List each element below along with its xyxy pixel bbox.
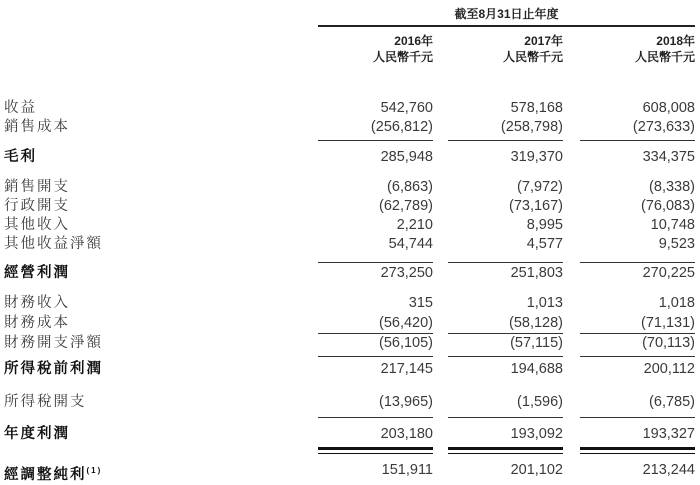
column-header-2017 <box>448 33 563 65</box>
row-label-text: 財務成本 <box>4 315 70 331</box>
row-label <box>4 99 37 118</box>
cell-value: (256,812) <box>370 119 433 135</box>
row-label-text: 銷售成本 <box>4 119 70 135</box>
cell-value: (273,633) <box>632 119 695 135</box>
row-label-text: 經調整純利 <box>4 466 87 483</box>
subtotal-rule <box>448 262 563 263</box>
cell-value: 285,948 <box>380 149 433 165</box>
row-label-text: 銷售開支 <box>4 179 70 195</box>
cell-value: 542,760 <box>380 100 433 116</box>
subtotal-rule <box>448 417 563 418</box>
cell-value: 54,744 <box>388 236 433 252</box>
table-row <box>0 216 700 235</box>
cell-value: (6,863) <box>387 179 433 195</box>
row-label <box>4 360 103 379</box>
table-row <box>0 334 700 353</box>
row-label <box>4 264 70 283</box>
subtotal-rule <box>318 417 433 418</box>
row-label-text: 收益 <box>4 100 37 116</box>
row-label <box>4 148 37 167</box>
cell-value: 273,250 <box>380 265 433 281</box>
cell-value: 201,102 <box>510 462 563 478</box>
column-unit: 人民幣千元 <box>634 50 695 64</box>
table-row <box>0 197 700 216</box>
cell-value: (258,798) <box>500 119 563 135</box>
row-label-text: 其他收入 <box>4 217 70 233</box>
row-label-text: 行政開支 <box>4 198 70 214</box>
row-label <box>4 393 87 412</box>
cell-value: (71,131) <box>640 315 695 331</box>
row-label <box>4 118 70 137</box>
cell-value: (1,596) <box>517 394 563 410</box>
table-row <box>0 178 700 197</box>
table-row <box>0 235 700 254</box>
cell-value: 193,092 <box>510 426 563 442</box>
row-label-text: 毛利 <box>4 149 37 165</box>
column-unit: 人民幣千元 <box>502 50 563 64</box>
subtotal-rule <box>580 333 695 334</box>
column-year: 2018年 <box>656 34 695 48</box>
cell-value: (62,789) <box>378 198 433 214</box>
cell-value: 151,911 <box>381 462 433 478</box>
cell-value: 1,018 <box>658 295 695 311</box>
total-double-rule <box>318 447 433 454</box>
cell-value: (58,128) <box>508 315 563 331</box>
cell-value: 217,145 <box>380 361 433 377</box>
table-row <box>0 264 700 283</box>
cell-value: (73,167) <box>508 198 563 214</box>
column-unit: 人民幣千元 <box>372 50 433 64</box>
cell-value: 194,688 <box>510 361 563 377</box>
table-row <box>0 148 700 167</box>
cell-value: 4,577 <box>526 236 563 252</box>
cell-value: 200,112 <box>643 361 695 377</box>
cell-value: (7,972) <box>517 179 563 195</box>
row-label <box>4 197 70 216</box>
table-row <box>0 393 700 412</box>
column-header-2018 <box>580 33 695 65</box>
cell-value: (6,785) <box>649 394 695 410</box>
column-year: 2016年 <box>394 34 433 48</box>
cell-value: 193,327 <box>642 426 695 442</box>
subtotal-rule <box>448 140 563 141</box>
cell-value: 319,370 <box>510 149 563 165</box>
row-label-text: 經營利潤 <box>4 265 70 281</box>
subtotal-rule <box>580 417 695 418</box>
row-label <box>4 334 103 353</box>
row-label <box>4 235 103 254</box>
column-header-2016 <box>318 33 433 65</box>
subtotal-rule <box>448 333 563 334</box>
cell-value: 315 <box>408 295 433 311</box>
cell-value: 10,748 <box>650 217 695 233</box>
table-row <box>0 314 700 333</box>
cell-value: (13,965) <box>378 394 433 410</box>
column-year: 2017年 <box>524 34 563 48</box>
cell-value: 9,523 <box>658 236 695 252</box>
cell-value: (8,338) <box>649 179 695 195</box>
table-row <box>0 360 700 379</box>
cell-value: (57,115) <box>510 335 563 351</box>
row-label <box>4 425 70 444</box>
cell-value: 8,995 <box>526 217 563 233</box>
cell-value: 213,244 <box>642 462 695 478</box>
header-rule <box>318 25 695 27</box>
table-row <box>0 99 700 118</box>
row-label <box>4 216 70 235</box>
cell-value: (70,113) <box>642 335 695 351</box>
row-label <box>4 461 102 485</box>
subtotal-rule <box>580 140 695 141</box>
table-row <box>0 461 700 483</box>
cell-value: 270,225 <box>642 265 695 281</box>
cell-value: 251,803 <box>510 265 563 281</box>
subtotal-rule <box>318 333 433 334</box>
subtotal-rule <box>580 262 695 263</box>
subtotal-rule <box>448 356 563 357</box>
subtotal-rule <box>318 356 433 357</box>
cell-value: 578,168 <box>510 100 563 116</box>
total-double-rule <box>580 447 695 454</box>
footnote-marker: (1) <box>86 466 103 475</box>
row-label-text: 所得稅開支 <box>4 394 87 410</box>
row-label-text: 財務收入 <box>4 295 70 311</box>
table-row <box>0 425 700 444</box>
cell-value: 334,375 <box>642 149 695 165</box>
row-label-text: 年度利潤 <box>4 426 70 442</box>
cell-value: 2,210 <box>396 217 433 233</box>
subtotal-rule <box>318 262 433 263</box>
cell-value: 203,180 <box>380 426 433 442</box>
row-label <box>4 294 70 313</box>
total-double-rule <box>448 447 563 454</box>
cell-value: (56,420) <box>378 315 433 331</box>
row-label-text: 財務開支淨額 <box>4 335 103 351</box>
subtotal-rule <box>580 356 695 357</box>
subtotal-rule <box>318 140 433 141</box>
table-row <box>0 118 700 137</box>
table-row <box>0 294 700 313</box>
cell-value: (56,105) <box>378 335 433 351</box>
cell-value: (76,083) <box>640 198 695 214</box>
row-label-text: 其他收益淨額 <box>4 236 103 252</box>
row-label <box>4 314 70 333</box>
row-label-text: 所得稅前利潤 <box>4 361 103 377</box>
cell-value: 1,013 <box>526 295 563 311</box>
row-label <box>4 178 70 197</box>
cell-value: 608,008 <box>642 100 695 116</box>
period-header: 截至8月31日止年度 <box>454 7 559 21</box>
